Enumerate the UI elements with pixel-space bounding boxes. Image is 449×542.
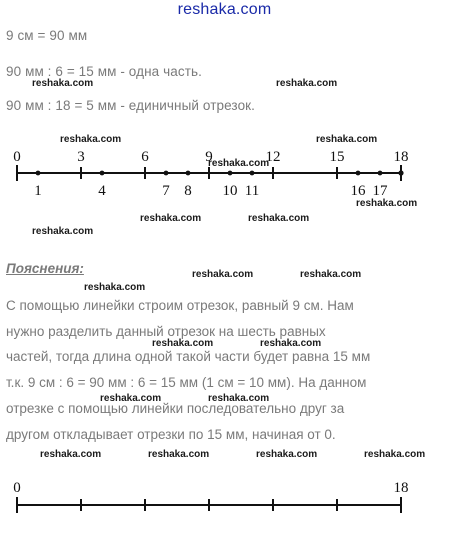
explanation-heading: Пояснения: — [6, 261, 84, 276]
label-top: 15 — [329, 149, 345, 165]
explanation-line: частей, тогда длина одной такой части будет равна 15 мм — [6, 349, 371, 364]
watermark: reshaka.com — [100, 393, 162, 404]
calc-line-3: 90 мм : 18 = 5 мм - единичный отрезок. — [6, 98, 256, 113]
label-bottom: 7 — [162, 183, 170, 199]
label-bottom: 11 — [244, 183, 260, 199]
watermark: reshaka.com — [276, 78, 338, 89]
watermark: reshaka.com — [140, 213, 202, 224]
label-bottom: 1 — [34, 183, 42, 199]
watermark: reshaka.com — [316, 134, 378, 145]
explanation-line: т.к. 9 см : 6 = 90 мм : 6 = 15 мм (1 см = 10 мм). На данном — [6, 375, 367, 390]
watermark: reshaka.com — [192, 269, 254, 280]
watermark: reshaka.com — [148, 449, 210, 460]
point-7 — [164, 171, 169, 176]
label-bottom: 10 — [222, 183, 238, 199]
watermark: reshaka.com — [40, 449, 102, 460]
label-bottom: 4 — [98, 183, 106, 199]
point-11 — [250, 171, 255, 176]
point-1 — [36, 171, 41, 176]
watermark: reshaka.com — [260, 338, 322, 349]
explanation-line: другом откладывает отрезки по 15 мм, начиная от 0. — [6, 427, 336, 442]
watermark: reshaka.com — [32, 226, 94, 237]
watermark: reshaka.com — [300, 269, 362, 280]
watermark: reshaka.com — [208, 158, 270, 169]
watermark: reshaka.com — [60, 134, 122, 145]
calc-line-2: 90 мм : 6 = 15 мм - одна часть. — [6, 64, 202, 79]
explanation-line: С помощью линейки строим отрезок, равный 9 см. Нам — [6, 298, 354, 313]
label-top: 3 — [77, 149, 85, 165]
point-10 — [228, 171, 233, 176]
label-end: 18 — [393, 480, 409, 496]
watermark: reshaka.com — [356, 198, 418, 209]
label-start: 0 — [13, 480, 21, 496]
explanation-line: нужно разделить данный отрезок на шесть равных — [6, 324, 326, 339]
watermark: reshaka.com — [256, 449, 318, 460]
label-bottom: 16 — [350, 183, 366, 199]
calc-line-1: 9 см = 90 мм — [6, 28, 88, 43]
watermark: reshaka.com — [208, 393, 270, 404]
watermark: reshaka.com — [248, 213, 310, 224]
site-header[interactable]: reshaka.com — [177, 1, 272, 18]
segment-diagram-1 — [0, 140, 449, 210]
point-17 — [378, 171, 383, 176]
point-4 — [100, 171, 105, 176]
watermark: reshaka.com — [364, 449, 426, 460]
point-16 — [356, 171, 361, 176]
watermark: reshaka.com — [152, 338, 214, 349]
label-bottom: 17 — [372, 183, 388, 199]
label-top: 9 — [205, 149, 213, 165]
watermark: reshaka.com — [84, 282, 146, 293]
explanation-line: отрезке с помощью линейки последовательно друг за — [6, 401, 345, 416]
label-top: 18 — [393, 149, 409, 165]
label-top: 0 — [13, 149, 21, 165]
segment-diagram-2 — [0, 472, 449, 522]
endpoint-18 — [398, 170, 403, 175]
label-top: 12 — [265, 149, 281, 165]
point-8 — [186, 171, 191, 176]
watermark: reshaka.com — [32, 78, 94, 89]
label-top: 6 — [141, 149, 149, 165]
label-bottom: 8 — [184, 183, 192, 199]
